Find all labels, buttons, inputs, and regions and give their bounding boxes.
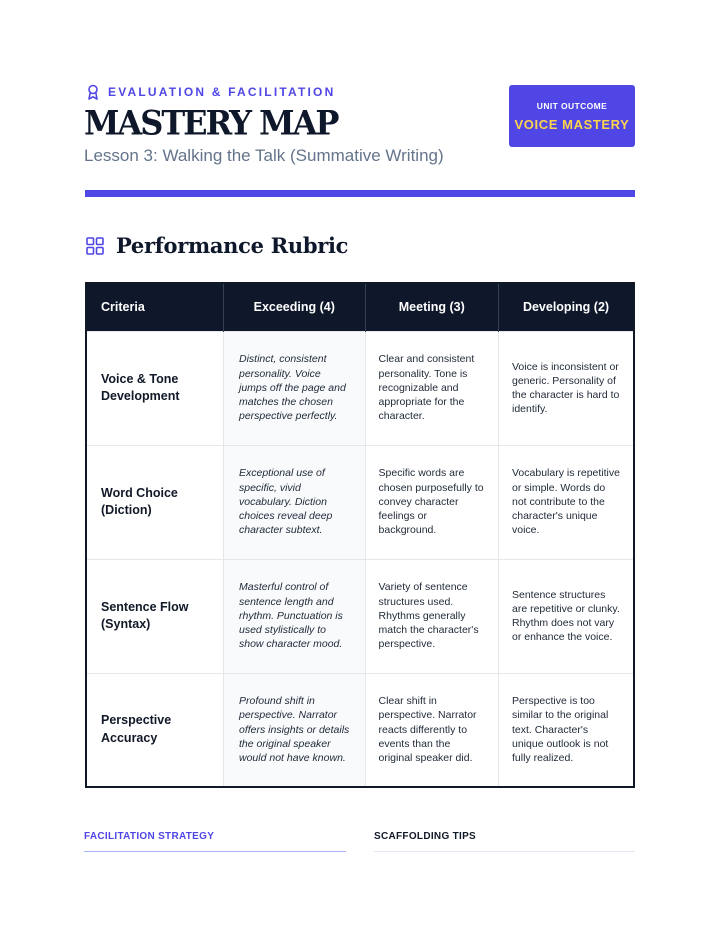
column-header-exceeding: Exceeding (4) bbox=[224, 283, 366, 331]
page-title: MASTERY MAP bbox=[84, 103, 338, 143]
developing-cell: Voice is inconsistent or generic. Personality of the character is hard to identify. bbox=[499, 331, 635, 445]
developing-cell: Perspective is too similar to the original text. Character's unique outlook is not fully realized. bbox=[499, 673, 635, 787]
grid-icon bbox=[86, 237, 104, 255]
header-divider bbox=[85, 190, 635, 197]
section-title: Performance Rubric bbox=[116, 233, 349, 258]
eyebrow-text: EVALUATION & FACILITATION bbox=[108, 85, 336, 99]
table-row bbox=[86, 559, 634, 673]
meeting-cell: Specific words are chosen purposefully to convey character feelings or background. bbox=[365, 445, 498, 559]
section-header bbox=[86, 233, 348, 258]
scaffolding-tips-heading: SCAFFOLDING TIPS bbox=[374, 831, 477, 842]
column-header-developing: Developing (2) bbox=[499, 283, 635, 331]
column-header-criteria: Criteria bbox=[86, 283, 224, 331]
exceeding-cell: Distinct, consistent personality. Voice jumps off the page and matches the chosen perspective perfectly. bbox=[224, 331, 366, 445]
exceeding-cell: Exceptional use of specific, vivid vocabulary. Diction choices reveal deep character subtext. bbox=[224, 445, 366, 559]
facilitation-divider bbox=[84, 851, 346, 852]
meeting-cell: Clear shift in perspective. Narrator reacts differently to events than the original speaker did. bbox=[365, 673, 498, 787]
table-row bbox=[86, 331, 634, 445]
scaffolding-divider bbox=[374, 851, 635, 852]
eyebrow bbox=[86, 84, 335, 100]
exceeding-cell: Masterful control of sentence length and rhythm. Punctuation is used stylistically to show character mood. bbox=[224, 559, 366, 673]
page-subtitle: Lesson 3: Walking the Talk (Summative Writing) bbox=[84, 146, 444, 165]
rubric-table bbox=[85, 282, 635, 788]
badge-label: UNIT OUTCOME bbox=[536, 100, 608, 111]
column-header-meeting: Meeting (3) bbox=[365, 283, 498, 331]
table-row bbox=[86, 673, 634, 787]
criteria-cell: Voice & Tone Development bbox=[86, 331, 224, 445]
developing-cell: Sentence structures are repetitive or clunky. Rhythm does not vary or enhance the voice. bbox=[499, 559, 635, 673]
developing-cell: Vocabulary is repetitive or simple. Words do not contribute to the character's unique voice. bbox=[499, 445, 635, 559]
badge-value: VOICE MASTERY bbox=[514, 116, 630, 132]
meeting-cell: Variety of sentence structures used. Rhythms generally match the character's perspective. bbox=[365, 559, 498, 673]
criteria-cell: Perspective Accuracy bbox=[86, 673, 224, 787]
facilitation-strategy-heading: FACILITATION STRATEGY bbox=[84, 831, 215, 842]
unit-outcome-badge bbox=[509, 85, 635, 147]
award-icon bbox=[86, 84, 100, 100]
criteria-cell: Sentence Flow (Syntax) bbox=[86, 559, 224, 673]
criteria-cell: Word Choice (Diction) bbox=[86, 445, 224, 559]
table-header-row bbox=[86, 283, 634, 331]
table-row bbox=[86, 445, 634, 559]
meeting-cell: Clear and consistent personality. Tone is recognizable and appropriate for the character. bbox=[365, 331, 498, 445]
exceeding-cell: Profound shift in perspective. Narrator offers insights or details the original speaker would not have known. bbox=[224, 673, 366, 787]
